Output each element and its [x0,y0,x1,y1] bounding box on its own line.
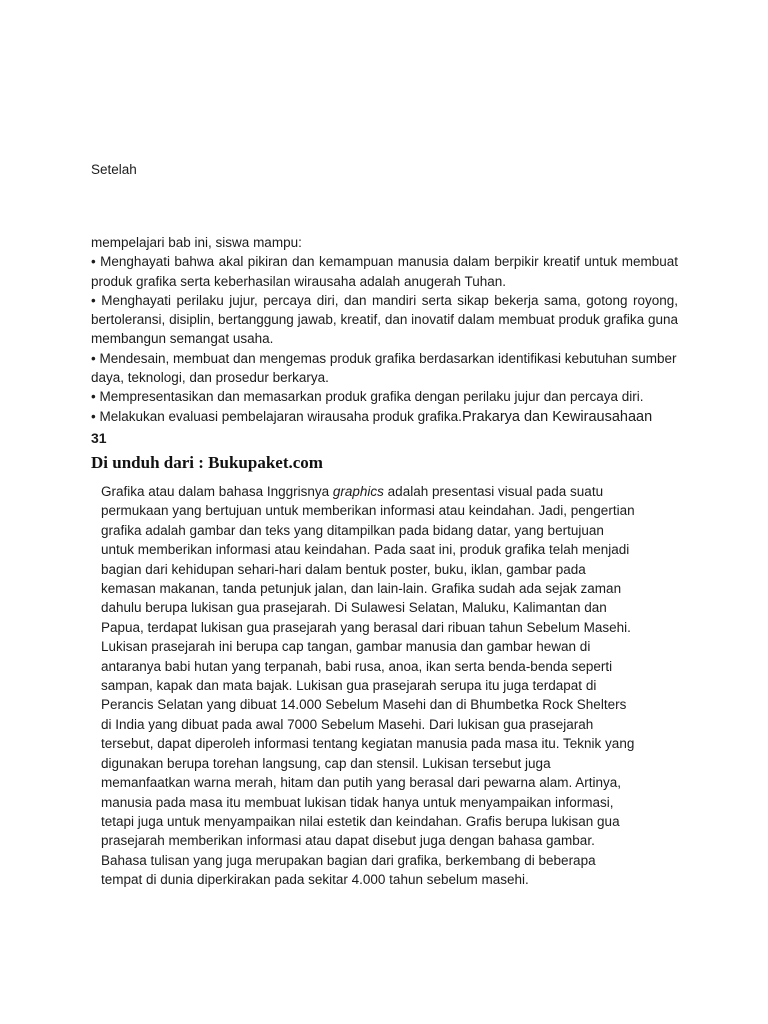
page-number: 31 [91,430,107,446]
body-line: tempat di dunia diperkirakan pada sekitar 4.000 tahun sebelum masehi. [101,872,529,888]
objective-item-1: • Menghayati bahwa akal pikiran dan kemampuan manusia dalam berpikir kreatif untuk membuat produk grafika serta keberhasilan wirausaha adalah anugerah Tuhan. [91,254,678,289]
objectives-lead: mempelajari bab ini, siswa mampu: [91,235,302,250]
objective-item-3: • Mendesain, membuat dan mengemas produk grafika berdasarkan identifikasi kebutuhan sumber daya, teknologi, dan prosedur berkarya. [91,350,677,386]
body-line: tersebut, dapat diperoleh informasi tentang kegiatan manusia pada masa itu. Teknik yang [101,736,635,752]
body-line: Perancis Selatan yang dibuat 14.000 Sebelum Masehi dan di Bhumbetka Rock Shelters [101,697,627,713]
objective-item-4: • Mempresentasikan dan memasarkan produk grafika dengan perilaku jujur dan percaya diri. [91,389,644,405]
body-line: grafika adalah gambar dan teks yang ditampilkan pada bidang datar, yang bertujuan [101,522,604,538]
body-line: digunakan berupa torehan langsung, cap dan stensil. Lukisan tersebut juga [101,755,551,771]
body-italic-term: graphics [332,484,384,499]
body-line: di India yang dibuat pada awal 7000 Sebelum Masehi. Dari lukisan gua prasejarah [101,716,594,732]
intro-word: Setelah [91,162,137,177]
body-line [101,482,671,501]
body-line: Lukisan prasejarah ini berupa cap tangan, gambar manusia dan gambar hewan di [101,639,591,655]
body-line: Bahasa tulisan yang juga merupakan bagian dari grafika, berkembang di beberapa [101,852,596,868]
body-line: Papua, terdapat lukisan gua prasejarah yang berasal dari ribuan tahun Sebelum Masehi. [101,619,631,635]
body-line: antaranya babi hutan yang terpanah, babi rusa, anoa, ikan serta benda-benda seperti [101,658,613,674]
body-line: memanfaatkan warna merah, hitam dan putih yang berasal dari pewarna alam. Artinya, [101,775,622,791]
body-line: tetapi juga untuk menyampaikan nilai estetik dan keindahan. Grafis berupa lukisan gua [101,813,620,829]
running-header-text: Prakarya dan Kewirausahaan [461,408,653,425]
body-line: sampan, kapak dan mata bajak. Lukisan gua prasejarah serupa itu juga terdapat di [101,678,597,694]
learning-objectives [91,233,678,427]
objective-item-5 [91,407,678,427]
body-line: prasejarah memberikan informasi atau dapat disebut juga dengan bahasa gambar. [101,833,595,849]
body-line: permukaan yang bertujuan untuk memberikan informasi atau keindahan. Jadi, pengertian [101,503,635,519]
body-line-part: adalah presentasi visual pada suatu [383,484,604,499]
source-credit: Di unduh dari : Bukupaket.com [91,453,323,472]
body-line-part: Grafika atau dalam bahasa Inggrisnya [101,484,333,499]
objective-item-5-text: • Melakukan evaluasi pembelajaran wirausaha produk grafika. [91,408,462,424]
body-line: bagian dari kehidupan sehari-hari dalam bentuk poster, buku, iklan, gambar pada [101,561,586,577]
body-line: kemasan makanan, tanda petunjuk jalan, dan lain-lain. Grafika sudah ada sejak zaman [101,581,622,597]
body-paragraph [101,482,671,890]
body-line: untuk memberikan informasi atau keindahan. Pada saat ini, produk grafika telah menjadi [101,542,630,558]
objective-item-2: • Menghayati perilaku jujur, percaya diri, dan mandiri serta sikap bekerja sama, gotong royong, bertoleransi, disiplin, bertanggung jawab, kreatif, dan inovatif dalam membuat produk grafika guna membangun semangat usaha. [91,292,678,347]
body-line: dahulu berupa lukisan gua prasejarah. Di Sulawesi Selatan, Maluku, Kalimantan dan [101,600,607,616]
body-line: manusia pada masa itu membuat lukisan tidak hanya untuk menyampaikan informasi, [101,794,614,810]
